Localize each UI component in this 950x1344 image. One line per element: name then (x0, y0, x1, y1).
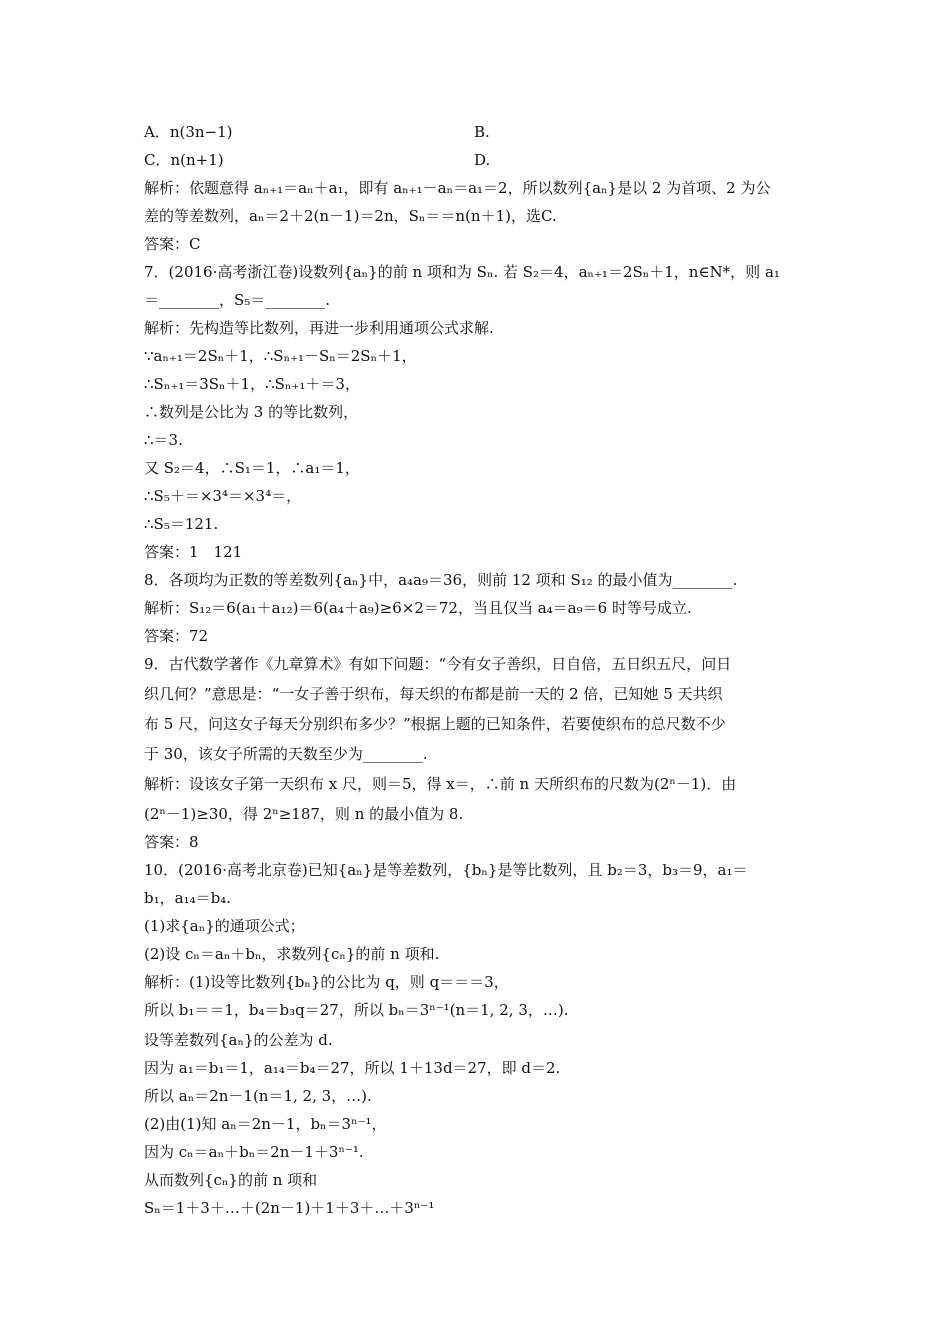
question-9: 9．古代数学著作《九章算术》有如下问题：“今有女子善织，日自倍，五日织五尺，问日 (144, 655, 732, 673)
text-line: ∴数列是公比为 3 的等比数列， (144, 403, 359, 421)
question-7: 7．(2016·高考浙江卷)设数列{aₙ}的前 n 项和为 Sₙ. 若 S₂＝4，aₙ₊₁＝2Sₙ＋1，n∈N*，则 a₁ (144, 263, 780, 281)
text-line: b₁，a₁₄＝b₄. (144, 889, 231, 907)
text-line: 解析：S₁₂＝6(a₁＋a₁₂)＝6(a₄＋a₉)≥6×2＝72，当且仅当 a₄＝a₉＝6 时等号成立. (144, 599, 692, 617)
text-line: 设等差数列{aₙ}的公差为 d. (144, 1031, 333, 1049)
text-line: (2)设 cₙ＝aₙ＋bₙ，求数列{cₙ}的前 n 项和. (144, 945, 440, 963)
answer-line: 答案：72 (144, 627, 209, 645)
option-a: A．n(3n−1) (144, 123, 233, 141)
answer-line: 答案：C (144, 235, 201, 253)
text-line: 布 5 尺，问这女子每天分别织布多少？”根据上题的已知条件，若要使织布的总尺数不少 (144, 715, 726, 733)
text-line: ∴Sₙ₊₁＝3Sₙ＋1，∴Sₙ₊₁＋＝3， (144, 375, 360, 393)
text-line: ∴＝3. (144, 431, 183, 449)
option-row-cd (144, 150, 824, 170)
text-line: 解析：依题意得 aₙ₊₁＝aₙ＋a₁，即有 aₙ₊₁－aₙ＝a₁＝2，所以数列{aₙ}是以 2 为首项、2 为公 (144, 179, 771, 197)
option-b: B. (474, 123, 490, 141)
text-line: 所以 b₁＝＝1，b₄＝b₃q＝27，所以 bₙ＝3ⁿ⁻¹(n＝1, 2, 3，…). (144, 1001, 569, 1019)
text-line: ∵aₙ₊₁＝2Sₙ＋1，∴Sₙ₊₁－Sₙ＝2Sₙ＋1， (144, 347, 417, 365)
text-line: 因为 cₙ＝aₙ＋bₙ＝2n－1＋3ⁿ⁻¹. (144, 1143, 364, 1161)
text-line: 解析：设该女子第一天织布 x 尺，则＝5，得 x＝，∴前 n 天所织布的尺数为(2ⁿ－1)．由 (144, 775, 737, 793)
text-line: ∴S₅＋＝×3⁴＝×3⁴＝， (144, 487, 302, 505)
question-7-blanks: ＝________，S₅＝________. (144, 291, 331, 309)
text-line: 解析：先构造等比数列，再进一步利用通项公式求解. (144, 319, 494, 337)
answer-line: 答案：8 (144, 833, 199, 851)
question-10: 10．(2016·高考北京卷)已知{aₙ}是等差数列，{bₙ}是等比数列，且 b₂＝3，b₃＝9，a₁＝ (144, 861, 748, 879)
text-line: (2)由(1)知 aₙ＝2n－1，bₙ＝3ⁿ⁻¹， (144, 1115, 387, 1133)
text-line: 所以 aₙ＝2n－1(n＝1, 2, 3，…). (144, 1087, 372, 1105)
text-line: 从而数列{cₙ}的前 n 项和 (144, 1171, 318, 1189)
option-c: C．n(n+1) (144, 151, 224, 169)
option-row-ab (144, 122, 824, 142)
option-d: D. (474, 151, 491, 169)
text-line: 差的等差数列，aₙ＝2＋2(n－1)＝2n，Sₙ＝＝n(n＋1)，选C. (144, 207, 557, 225)
text-line: 于 30，该女子所需的天数至少为________. (144, 745, 428, 763)
answer-line: 答案：1 121 (144, 543, 243, 561)
text-line: (2ⁿ－1)≥30，得 2ⁿ≥187，则 n 的最小值为 8. (144, 805, 464, 823)
question-8: 8．各项均为正数的等差数列{aₙ}中，a₄a₉＝36，则前 12 项和 S₁₂ 的最小值为________. (144, 571, 738, 589)
text-line: 又 S₂＝4，∴S₁＝1，∴a₁＝1， (144, 459, 360, 477)
text-line: Sₙ＝1＋3＋…＋(2n－1)＋1＋3＋…＋3ⁿ⁻¹ (144, 1199, 435, 1217)
text-line: 解析：(1)设等比数列{bₙ}的公比为 q，则 q＝＝＝3， (144, 973, 509, 991)
text-line: 织几何？”意思是：“一女子善于织布，每天织的布都是前一天的 2 倍，已知她 5 天共织 (144, 685, 723, 703)
text-line: (1)求{aₙ}的通项公式； (144, 917, 305, 935)
text-line: ∴S₅＝121. (144, 515, 219, 533)
text-line: 因为 a₁＝b₁＝1，a₁₄＝b₄＝27，所以 1＋13d＝27，即 d＝2. (144, 1059, 561, 1077)
